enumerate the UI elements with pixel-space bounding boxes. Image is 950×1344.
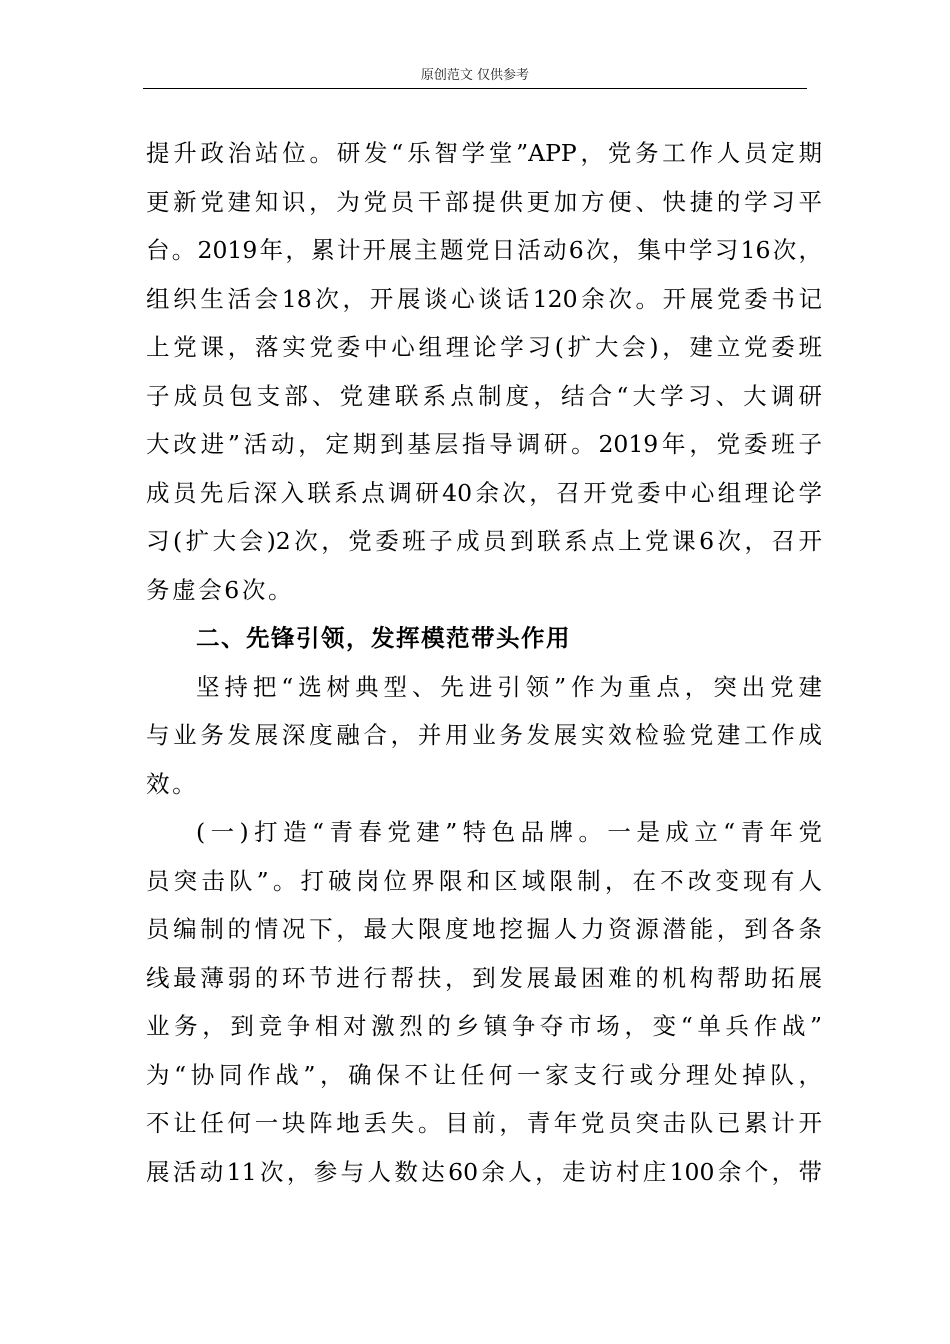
page-header — [143, 66, 807, 89]
text-line: 务虚会6次。 — [146, 575, 295, 604]
text-line: 员编制的情况下，最大限度地挖掘人力资源潜能，到各条 — [146, 915, 822, 943]
text-line: 大改进”活动，定期到基层指导调研。2019年，党委班子 — [146, 430, 822, 458]
header-text: 原创范文 仅供参考 — [420, 68, 530, 83]
text-line: 组织生活会18次，开展谈心谈话120余次。开展党委书记 — [146, 284, 822, 313]
text-line: 提升政治站位。研发“乐智学堂”APP，党务工作人员定期 — [146, 139, 822, 167]
text-line: 习(扩大会)2次，党委班子成员到联系点上党课6次，召开 — [146, 527, 822, 555]
text-line: 效。 — [146, 769, 199, 798]
document-body — [146, 129, 822, 1196]
section-heading: 二、先锋引领，发挥模范带头作用 — [196, 624, 571, 652]
text-line: 与业务发展深度融合，并用业务发展实效检验党建工作成 — [146, 721, 822, 749]
text-line: 员突击队”。打破岗位界限和区域限制，在不改变现有人 — [146, 866, 822, 895]
text-line: 上党课，落实党委中心组理论学习(扩大会)，建立党委班 — [146, 333, 822, 361]
text-line: 更新党建知识，为党员干部提供更加方便、快捷的学习平 — [146, 187, 822, 216]
text-line: 不让任何一块阵地丢失。目前，青年党员突击队已累计开 — [146, 1109, 822, 1137]
text-line: 为“协同作战”，确保不让任何一家支行或分理处掉队， — [146, 1060, 822, 1089]
text-line: 线最薄弱的环节进行帮扶，到发展最困难的机构帮助拓展 — [146, 963, 822, 992]
text-line: 展活动11次，参与人数达60余人，走访村庄100余个，带 — [146, 1157, 822, 1186]
text-line: 坚持把“选树典型、先进引领”作为重点，突出党建 — [196, 672, 822, 701]
text-line: 子成员包支部、党建联系点制度，结合“大学习、大调研 — [146, 381, 822, 410]
text-line: (一)打造“青春党建”特色品牌。一是成立“青年党 — [196, 818, 822, 846]
text-line: 业务，到竞争相对激烈的乡镇争夺市场，变“单兵作战” — [146, 1012, 822, 1040]
text-line: 成员先后深入联系点调研40余次，召开党委中心组理论学 — [146, 478, 822, 507]
text-line: 台。2019年，累计开展主题党日活动6次，集中学习16次， — [146, 236, 822, 264]
